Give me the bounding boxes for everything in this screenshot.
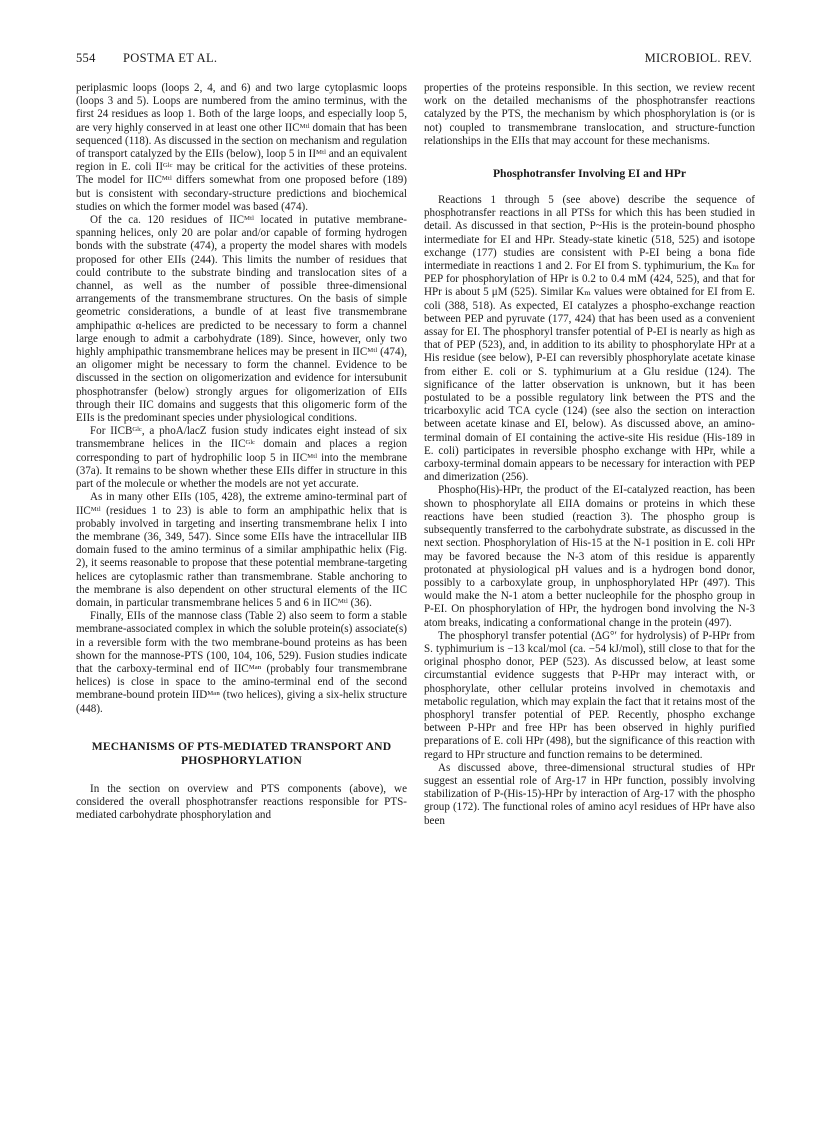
right-column [424,82,755,828]
paragraph: Finally, EIIs of the mannose class (Table 2) also seem to form a stable membrane-associated complex in which the soluble protein(s) associate(s) in a reversible form with the two membrane-bound proteins as has been shown for the mannose-PTS (100, 104, 106, 529). Fusion studies indicate that the carboxy-terminal end of IICᴹᵃⁿ (probably four transmembrane helices) is close in space to the amino-terminal end of the second membrane-bound protein IIDᴹᵃⁿ (two helices), giving a six-helix structure (448). [76,610,407,715]
paragraph: As discussed above, three-dimensional structural studies of HPr suggest an essential role of Arg-17 in HPr function, possibly involving stabilization of P-(His-15)-HPr by interaction of Arg-17 with the phospho group (172). The functional roles of amino acyl residues of HPr have also been [424,761,755,827]
running-authors: POSTMA ET AL. [123,51,218,65]
section-heading: MECHANISMS OF PTS-MEDIATED TRANSPORT AND PHOSPHORYLATION [91,739,392,768]
paragraph: In the section on overview and PTS components (above), we considered the overall phosphotransfer reactions responsible for PTS-mediated carbohydrate phosphorylation and [76,782,407,822]
left-column [76,82,407,822]
journal-name: MICROBIOL. REV. [644,51,752,65]
paragraph: periplasmic loops (loops 2, 4, and 6) and two large cytoplasmic loops (loops 3 and 5). Loops are numbered from the amino terminus, with the first 24 residues as loop 1. Both of the large loops, and especially loop 5, are very highly conserved in at least one other IICᴹᵗˡ domain that has been sequenced (118). As discussed in the section on mechanism and regulation of transport catalyzed by the EIIs (below), loop 5 in IIᴹᵗˡ and an equivalent region in E. coli IIᴳˡᶜ may be critical for the activities of these proteins. The model for IICᴹᵗˡ differs somewhat from one proposed before (189) but is consistent with secondary-structure predictions and biochemical studies on which the former model was based (474). [76,82,407,213]
paragraph: Phospho(His)-HPr, the product of the EI-catalyzed reaction, has been shown to phosphorylate all EIIA domains or proteins in which these reactions have been studied (reaction 3). The phospho group is subsequently transferred to the carbohydrate substrate, as discussed in the next section. Phosphorylation of His-15 at the N-1 position in E. coli HPr may be favored because the N-3 atom of this residue is apparently protonated at physiological pH values and is a hydrogen bond donor, possibly to a carboxylate group, in unphosphorylated HPr (497). This would make the N-1 atom a better nucleophile for the phospho group in P-EI. On phosphorylation of HPr, the hydrogen bond involving the N-3 atom breaks, indicating a conformational change in the protein (497). [424,484,755,629]
paragraph: Reactions 1 through 5 (see above) describe the sequence of phosphotransfer reactions in all PTSs for which this has been studied in detail. As discussed in that section, P~His is the protein-bound phospho intermediate for EI and HPr. Steady-state kinetic (518, 525) and isotope exchange (177) studies are consistent with P-EI being a bona fide intermediate in reactions 1 and 2. For EI from S. typhimurium, the Kₘ for PEP for phosphorylation of HPr is 0.2 to 0.4 mM (424, 525), and that for HPr is about 5 μM (525). Similar Kₘ values were obtained for EI from E. coli (388, 518). As expected, EI catalyzes a phospho-exchange reaction between PEP and pyruvate (177, 424) that has been used as a convenient assay for EI. The phosphoryl transfer potential of P-EI is nearly as high as that of PEP (523), and, in addition to its ability to phosphorylate HPr at a His residue (see below), P-EI can reversibly phosphorylate acetate kinase from either E. coli or S. typhimurium at a Glu residue (124). The significance of the latter observation is unknown, but it has been postulated to be a possible regulatory link between the PTS and the tricarboxylic acid TCA cycle (124) (see also the section on interaction between acetate kinase and EI, below). As discussed above, an amino-terminal domain of EI containing the active-site His residue (His-189 in E. coli) participates in reversible phospho exchange with HPr, while a carboxy-terminal domain appears to be necessary for interaction with PEP and dimerization (256). [424,194,755,484]
paragraph: The phosphoryl transfer potential (ΔG°′ for hydrolysis) of P-HPr from S. typhimurium is −13 kcal/mol (ca. −54 kJ/mol), still close to that for the original phospho donor, PEP (523). As discussed below, at least some circumstantial evidence suggests that P-HPr may interact with, or phosphorylate, other cellular proteins involved in chemotaxis and metabolic regulation, which may explain the fact that it retains most of the phosphoryl transfer potential of PEP. Recently, phospho exchange between P-HPr and free HPr has been observed in highly purified preparations of E. coli HPr (498), but the significance of this reaction with regard to HPr structure and function remains to be determined. [424,629,755,761]
page-number: 554 [76,51,96,65]
paragraph: Of the ca. 120 residues of IICᴹᵗˡ located in putative membrane-spanning helices, only 20 are polar and/or capable of forming hydrogen bonds with the substrate (474), a property the model shares with models proposed for other EIIs (244). This limits the number of residues that could contribute to the substrate binding and translocation sites of a channel, as well as the number of possible three-dimensional arrangements of the transmembrane structures. On the basis of simple geometric considerations, a bundle of at least five transmembrane amphipathic α-helices are predicted to be necessary to form a channel large enough to admit a carbohydrate (189). Since, however, only two highly amphipathic transmembrane helices may be present in IICᴹᵗˡ (474), an oligomer might be necessary to form the channel. Evidence to be discussed in the section on oligomerization and evidence for intersubunit phosphotransfer (below) strongly argues for oligomerization of EIIs through their IIC domains and suggests that this oligomeric form of the EIIs is the predominant species under physiological conditions. [76,214,407,425]
paragraph: As in many other EIIs (105, 428), the extreme amino-terminal part of IICᴹᵗˡ (residues 1 to 23) is able to form an amphipathic helix that is probably involved in targeting and inserting transmembrane helix I into the membrane (36, 349, 547). Since some EIIs have the intracellular IIB domain fused to the amino terminus of a similar amphipathic helix (Fig. 2), it seems reasonable to propose that these potential membrane-targeting helices are cytoplasmic rather than transmembrane. Stable anchoring to the membrane is also dependent on other structural elements of the IIC domain, in particular transmembrane helices 5 and 6 in IICᴹᵗˡ (36). [76,491,407,609]
paragraph: properties of the proteins responsible. In this section, we review recent work on the detailed mechanisms of the phosphotransfer reactions catalyzed by the PTS, the mechanism by which phosphorylation is (or is not) coupled to transmembrane translocation, and structure-function relationships in the EIIs that may account for these mechanisms. [424,82,755,147]
subsection-heading: Phosphotransfer Involving EI and HPr [492,167,687,181]
running-header [76,51,752,71]
paragraph: For IICBᴳˡᶜ, a phoA/lacZ fusion study indicates eight instead of six transmembrane helices in the IICᴳˡᶜ domain and places a region corresponding to part of hydrophilic loop 5 in IICᴹᵗˡ into the membrane (37a). It remains to be shown whether these EIIs differ in structure in this part of the molecule or whether the models are not yet accurate. [76,425,407,491]
